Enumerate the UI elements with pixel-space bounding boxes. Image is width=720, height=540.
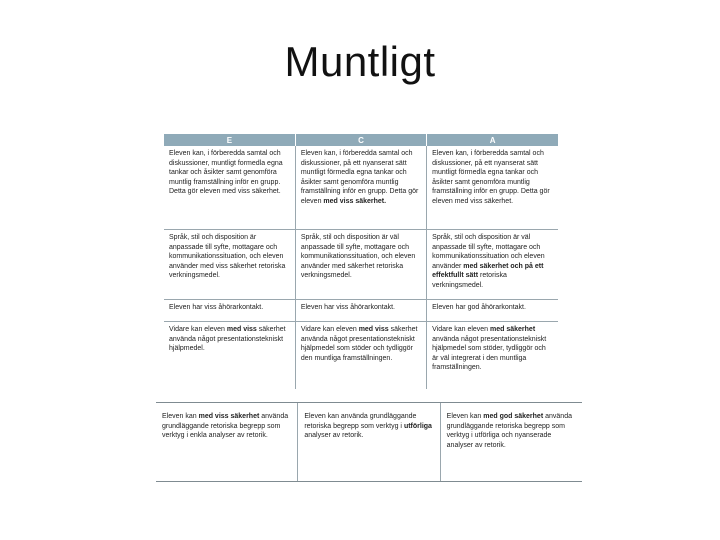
slide-title: Muntligt [284,38,436,85]
criteria-cell [164,300,295,322]
grade-header-e: E [164,134,295,146]
criteria-cell [295,230,426,300]
cell-text-end: använda grundläggande retoriska begrepp som verktyg i utförliga och nyanserade analyser av retorik. [446,413,572,449]
cell-text: Eleven har god åhörarkontakt. [432,304,526,311]
criteria-cell [427,300,558,322]
criteria-cell [427,146,558,230]
cell-text: Eleven har viss åhörarkontakt. [300,304,395,311]
cell-text-end: säkerhet använda något presentationstekniskt hjälpmedel. [169,326,286,352]
cell-text-end: använda något presentationstekniskt hjälpmedel som stöder, tydliggör och är väl integrerat i den muntliga framställningen. [432,335,547,371]
rubric-table [164,134,558,389]
cell-text-end: retoriska verkningsmedel. [432,272,507,289]
criteria-cell [427,322,558,390]
cell-text: Vidare kan eleven [432,326,491,333]
cell-text: Eleven kan [446,413,484,420]
cell-emphasis: med säkerhet [490,326,536,333]
cell-text-end: använda grundläggande retoriska begrepp som verktyg i enkla analyser av retorik. [162,413,289,439]
cell-text: Vidare kan eleven [169,326,227,333]
criteria-cell [156,403,298,481]
grade-header-c: C [295,134,426,146]
cell-emphasis: med viss säkerhet. [323,197,387,205]
criteria-cell [441,403,582,481]
cell-emphasis: med säkerhet och på ett effektfullt sätt [432,262,544,279]
cell-text: Eleven kan, i förberedda samtal och diskussioner, på ett nyanserat sätt muntligt förmedla egna tankar och åsikter samt genomföra muntlig framställning inför en grupp. Detta gör eleven [300,150,419,205]
cell-text: Eleven kan, i förberedda samtal och diskussioner, på ett nyanserat sätt muntligt förmedla egna tankar och åsikter samt genomföra muntlig framställning inför en grupp. Detta gör eleven med viss säkerhet. [432,150,550,205]
cell-text-end: säkerhet använda något presentationstekniskt hjälpmedel som stöder och tydliggör den muntliga framställningen. [300,326,418,362]
grade-header-a: A [427,134,558,146]
cell-text: Språk, stil och disposition är väl anpassade till syfte, mottagare och kommunikationssituation och eleven använder [432,234,545,270]
table-row [164,146,558,230]
criteria-cell [164,146,295,230]
table-row [164,322,558,390]
cell-text: Eleven har viss åhörarkontakt. [169,304,264,311]
cell-text: Språk, stil och disposition är anpassade till syfte, mottagare och kommunikationssituation, och eleven använder med viss säkerhet retoriska verkningsmedel. [169,234,286,279]
criteria-cell [295,322,426,390]
criteria-cell [164,322,295,390]
cell-text: Vidare kan eleven [300,326,359,333]
criteria-cell [295,300,426,322]
cell-emphasis: med viss säkerhet [198,413,260,420]
cell-text: Eleven kan [162,413,199,420]
cell-text: Språk, stil och disposition är väl anpassade till syfte, mottagare och kommunikationssituation, och eleven använder med säkerhet retoriska verkningsmedel. [300,234,416,279]
table-header-row [164,134,558,146]
cell-emphasis: utförliga [403,422,432,430]
cell-emphasis: med god säkerhet [483,413,544,420]
cell-text-end: analyser av retorik. [304,432,364,439]
cell-emphasis: med viss [358,326,389,333]
criteria-cell [164,230,295,300]
cell-text: Eleven kan, i förberedda samtal och diskussioner, muntligt formedla egna tankar och åsikter samt genomföra muntlig framställning inför en grupp. Detta gör eleven med viss säkerhet. [169,150,283,195]
grade-criteria-table [164,134,558,389]
criteria-cell [298,403,440,481]
table-row [164,300,558,322]
retorik-criteria-row [156,402,582,482]
cell-text: Eleven kan använda grundläggande retoriska begrepp som verktyg i [304,413,417,430]
criteria-cell [295,146,426,230]
criteria-cell [427,230,558,300]
table-row [164,230,558,300]
cell-emphasis: med viss [226,326,257,333]
